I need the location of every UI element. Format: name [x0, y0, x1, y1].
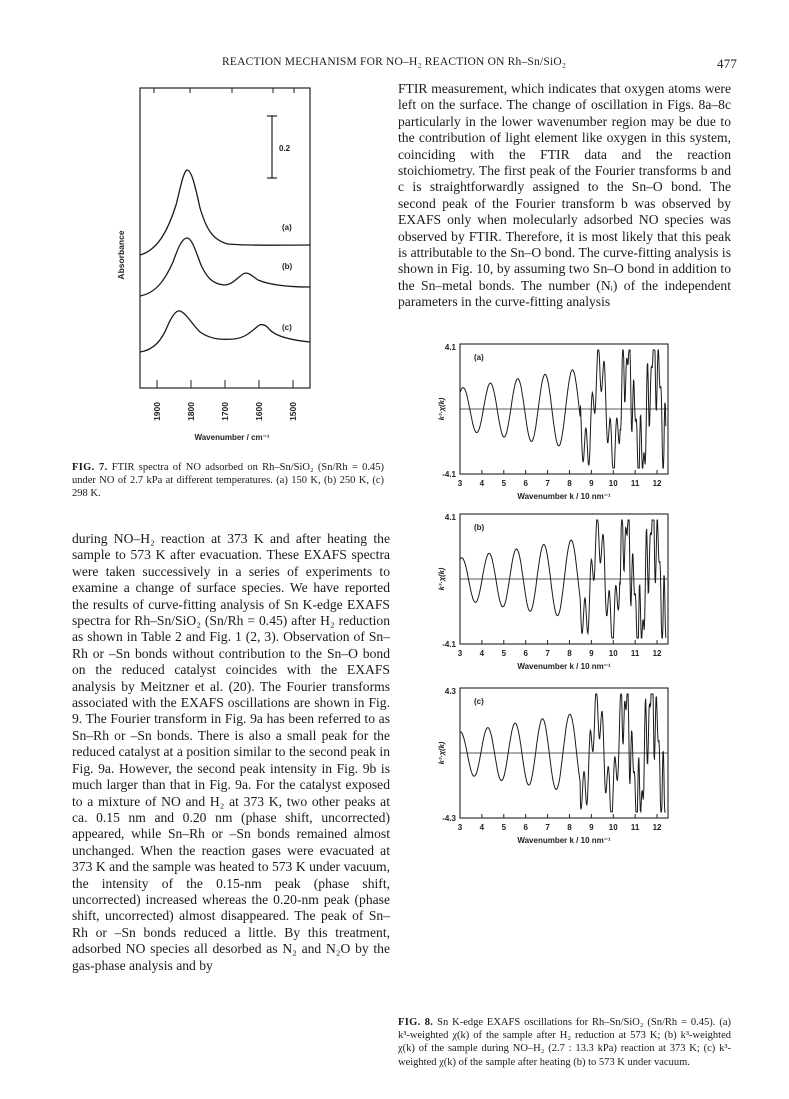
fig8-tick-label: 9: [589, 823, 594, 832]
fig7-y-axis-label: Absorbance: [116, 230, 126, 280]
fig8-panel-1: [437, 513, 668, 671]
figure-7-ftir-chart: [110, 80, 340, 450]
fig8-ymin-label: -4.1: [442, 470, 456, 479]
fig8-y-axis-label: k³·χ(k): [437, 397, 446, 421]
paragraph-left-body: during NO–H₂ reaction at 373 K and after heating the sample to 573 K after evacuation. These EXAFS spectra were taken successively in a series of experiments to examine a change of surface species. We have reported the results of curve-fitting analysis of Sn K-edge EXAFS spectra for Rh–Sn/SiO₂ (Sn/Rh = 0.45) after H₂ reduction as shown in Table 2 and Fig. 1 (2, 3). Observation of Sn–Rh or –Sn bonds without contribution to the Sn–O bond on the reduced catalyst coincides with the EXAFS analysis by Meitzner et al. (20). The Fourier transforms associated with the EXAFS oscillations are shown in Fig. 9. The Fourier transform in Fig. 9a has been referred to as Sn–Rh or –Sn bonds. There is also a small peak for the reduced catalyst at a position similar to the second peak in Fig. 9a. However, the second peak intensity in Fig. 9b is much larger than that in Fig. 9a. For the catalyst exposed to a mixture of NO and H₂ at 373 K, two other peaks at ca. 0.15 nm and 0.20 nm (phase shift, uncorrected) appeared, while Sn–Rh or –Sn bonds remained almost unchanged. When the reaction gases were evacuated at 373 K and the sample was heated to 573 K under vacuum, the intensity of the 0.15-nm peak (phase shift, uncorrected) increased whereas the 0.20-nm peak (phase shift, uncorrected) almost disappeared. The peak of Sn–Rh or –Sn bonds reduced a little. By this treatment, adsorbed NO species all desorbed as N₂ and N₂O by the gas-phase analysis and by: [72, 531, 390, 973]
fig8-tick-label: 7: [545, 823, 550, 832]
fig7-caption-text: FTIR spectra of NO adsorbed on Rh–Sn/SiO₂ (Sn/Rh = 0.45) under NO of 2.7 kPa at different temperatures. (a) 150 K, (b) 250 K, (c) 298 K.: [72, 462, 384, 500]
fig8-tick-label: 7: [545, 649, 550, 658]
fig8-tick-label: 6: [523, 649, 528, 658]
fig8-tick-label: 9: [589, 479, 594, 488]
fig8-tick-label: 3: [457, 649, 463, 658]
fig8-tick-label: 7: [545, 479, 550, 488]
running-header: [0, 56, 789, 72]
fig8-panel-0: [437, 343, 668, 501]
figure-7-caption: [72, 461, 384, 501]
fig8-tick-label: 8: [567, 649, 572, 658]
fig7-tick-label: 1600: [254, 402, 264, 421]
fig7-bottom-ticks: [157, 380, 293, 388]
fig8-ymax-label: 4.3: [444, 687, 456, 696]
fig8-tick-label: 9: [589, 649, 594, 658]
running-title: REACTION MECHANISM FOR NO–H₂ REACTION ON Rh–Sn/SiO₂: [222, 56, 567, 68]
fig8-tick-label: 5: [501, 479, 507, 488]
fig8-ymin-label: -4.1: [442, 640, 456, 649]
fig8-panel-label: (c): [474, 697, 484, 706]
fig8-tick-label: 3: [457, 823, 463, 832]
fig8-tick-label: 6: [523, 823, 528, 832]
fig8-tick-label: 10: [608, 823, 618, 832]
fig8-x-axis-label: Wavenumber k / 10 nm⁻¹: [517, 836, 611, 845]
fig8-tick-label: 12: [652, 649, 662, 658]
fig8-y-axis-label: k³·χ(k): [437, 567, 446, 591]
fig8-panel-2: [437, 687, 668, 845]
fig7-tick-labels: [152, 402, 298, 421]
figure-8-exafs-chart: [428, 338, 688, 858]
fig7-scale-bar: [267, 116, 291, 178]
fig8-tick-label: 3: [457, 479, 463, 488]
fig8-tick-label: 10: [608, 649, 618, 658]
fig7-x-axis-label: Wavenumber / cm⁻¹: [194, 433, 270, 442]
fig7-tick-label: 1700: [220, 402, 230, 421]
fig8-y-axis-label: k³·χ(k): [437, 741, 446, 765]
figure-8-caption: [398, 1016, 731, 1069]
paragraph-right-top: FTIR measurement, which indicates that oxygen atoms were left on the surface. The change of oscillation in Figs. 8a–8c particularly in the lower wavenumber region may be due to the contribution of light element like oxygen in this system, coinciding with the FTIR data and the reaction stoichiometry. The first peak of the Fourier transforms b and c is straightforwardly assigned to the Sn–O bond. The second peak of the Fourier transform b was observed by EXAFS only when molecularly adsorbed NO species was observed by FTIR. Therefore, it is most likely that this peak is attributable to the Sn–O bond. The curve-fitting analysis is shown in Fig. 10, by assuming two Sn–O bond in addition to the Sn–metal bonds. The number (Nᵢ) of the independent parameters in the curve-fitting analysis: [398, 81, 731, 310]
fig8-panel-label: (a): [474, 353, 484, 362]
fig8-tick-label: 12: [652, 823, 662, 832]
fig7-top-ticks: [154, 88, 294, 93]
fig8-tick-label: 10: [608, 479, 618, 488]
fig8-ymin-label: -4.3: [442, 814, 456, 823]
fig8-tick-label: 4: [479, 649, 485, 658]
fig8-tick-label: 4: [479, 823, 485, 832]
fig8-tick-label: 11: [630, 823, 640, 832]
fig8-tick-label: 6: [523, 479, 528, 488]
fig8-tick-label: 8: [567, 479, 572, 488]
fig8-tick-label: 12: [652, 479, 662, 488]
fig8-tick-label: 5: [501, 649, 507, 658]
right-column-top-text: [398, 81, 731, 311]
fig8-tick-label: 4: [479, 479, 485, 488]
fig8-x-axis-label: Wavenumber k / 10 nm⁻¹: [517, 662, 611, 671]
fig8-panel-label: (b): [474, 523, 485, 532]
fig8-ymax-label: 4.1: [444, 513, 456, 522]
fig8-caption-text: Sn K-edge EXAFS oscillations for Rh–Sn/SiO₂ (Sn/Rh = 0.45). (a) k³-weighted χ(k) of the sample after H₂ reduction at 573 K; (b) k³-weighted χ(k) of the sample during NO–H₂ (2.7 : 13.3 kPa) reaction at 373 K; (c) k³-weighted χ(k) of the sample after heating (b) to 573 K under vacuum.: [398, 1017, 731, 1068]
fig8-tick-label: 5: [501, 823, 507, 832]
left-column-body-text: [72, 531, 390, 974]
page-number: 477: [717, 56, 738, 71]
fig8-tick-label: 11: [630, 479, 640, 488]
fig7-tick-label: 1800: [186, 402, 196, 421]
fig8-tick-label: 11: [630, 649, 640, 658]
fig7-curve-label-b: (b): [282, 262, 293, 271]
fig7-curve-label-c: (c): [282, 323, 292, 332]
fig8-x-axis-label: Wavenumber k / 10 nm⁻¹: [517, 492, 611, 501]
fig7-curve-label-a: (a): [282, 223, 292, 232]
fig8-caption-label: FIG. 8.: [398, 1017, 434, 1028]
fig7-tick-label: 1500: [288, 402, 298, 421]
fig7-caption-label: FIG. 7.: [72, 462, 108, 473]
fig7-frame: [140, 88, 310, 388]
fig7-scale-label: 0.2: [279, 144, 291, 153]
fig8-tick-label: 8: [567, 823, 572, 832]
fig8-ymax-label: 4.1: [444, 343, 456, 352]
fig7-tick-label: 1900: [152, 402, 162, 421]
fig7-curve-a: [140, 170, 310, 255]
